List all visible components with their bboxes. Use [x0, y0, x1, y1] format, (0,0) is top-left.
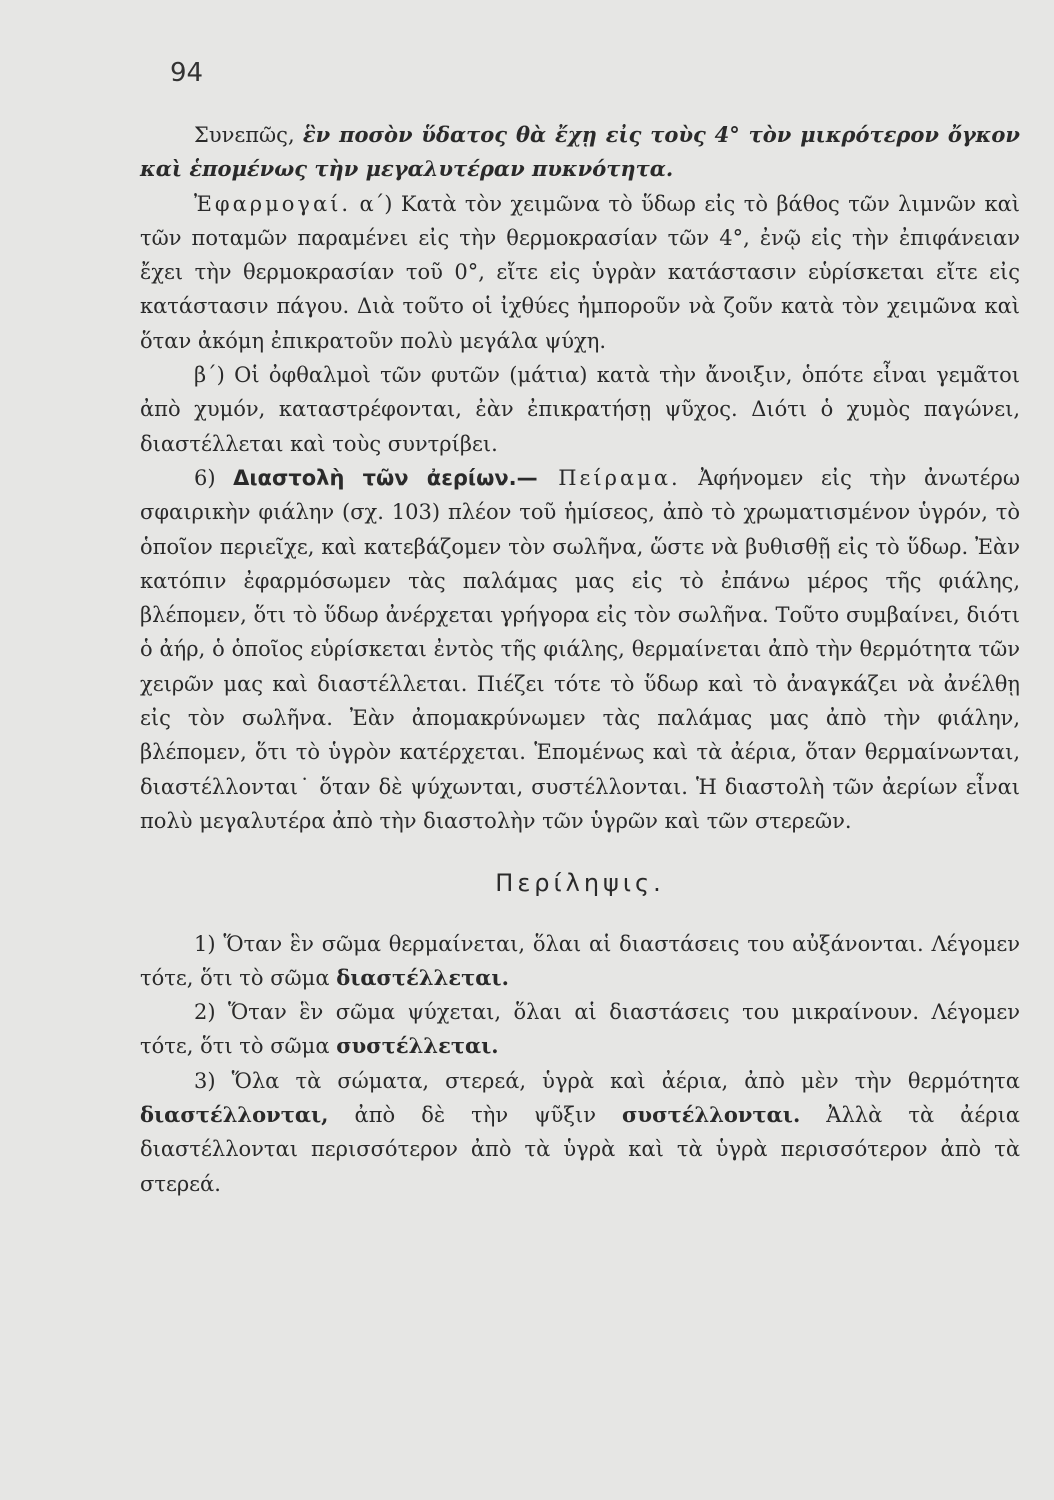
paragraph-conclusion — [140, 118, 1020, 187]
summary-item-3-term-a: διαστέλλονται, — [140, 1102, 329, 1128]
summary-item-3-text-b: ἀπὸ δὲ τὴν ψῦξιν — [328, 1103, 623, 1128]
applications-heading: Ἐφαρμογαί. — [194, 191, 352, 216]
summary-item-3-term-b: συστέλλονται. — [622, 1102, 801, 1128]
paragraph-plant-buds — [140, 358, 1020, 461]
summary-item-3-text-c: Ἀλλὰ τὰ ἀέρια διαστέλλονται περισσότερον ἀπὸ τὰ ὑγρὰ καὶ τὰ ὑγρὰ περισσότερον ἀπὸ τὰ στερεά. — [140, 1103, 1020, 1196]
gas-expansion-text: Ἀφήνομεν εἰς τὴν ἀνωτέρω σφαιρικὴν φιάλην (σχ. 103) πλέον τοῦ ἡμίσεος, ἀπὸ τὸ χρωματισμένον ὑγρόν, τὸ ὁποῖον περιεῖχε, καὶ κατεβάζομεν τὸν σωλῆνα, ὥστε νὰ βυθισθῇ εἰς τὸ ὕδωρ. Ἐὰν κατόπιν ἐφαρμόσωμεν τὰς παλάμας μας εἰς τὸ ἐπάνω μέρος τῆς φιάλης, βλέπομεν, ὅτι τὸ ὕδωρ ἀνέρχεται γρήγορα εἰς τὸν σωλῆνα. Τοῦτο συμβαίνει, διότι ὁ ἀήρ, ὁ ὁποῖος εὑρίσκεται ἐντὸς τῆς φιάλης, θερμαίνεται ἀπὸ τὴν θερμότητα τῶν χειρῶν μας καὶ διαστέλλεται. Πιέζει τότε τὸ ὕδωρ καὶ τὸ ἀναγκάζει νὰ ἀνέλθῃ εἰς τὸν σωλῆνα. Ἐὰν ἀπομακρύνωμεν τὰς παλάμας μας ἀπὸ τὴν φιάλην, βλέπομεν, ὅτι τὸ ὑγρὸν κατέρχεται. Ἑπομένως καὶ τὰ ἀέρια, ὅταν θερμαίνωνται, διαστέλλονται˙ ὅταν δὲ ψύχωνται, συστέλλονται. Ἡ διαστολὴ τῶν ἀερίων εἶναι πολὺ μεγαλυτέρα ἀπὸ τὴν διαστολὴν τῶν ὑγρῶν καὶ τῶν στερεῶν. — [140, 465, 1020, 833]
summary-title: Περίληψις. — [495, 869, 665, 898]
summary-item-3-text-a: 3) Ὅλα τὰ σώματα, στερεά, ὑγρὰ καὶ ἀέρια, ἀπὸ μὲν τὴν θερμότητα — [194, 1068, 1020, 1093]
summary-item-2 — [140, 995, 1020, 1064]
applications-text: α΄) Κατὰ τὸν χειμῶνα τὸ ὕδωρ εἰς τὸ βάθος τῶν λιμνῶν καὶ τῶν ποταμῶν παραμένει εἰς τὴν θερμοκρασίαν τῶν 4°, ἐνῷ εἰς τὴν ἐπιφάνειαν ἔχει τὴν θερμοκρασίαν τοῦ 0°, εἴτε εἰς ὑγρὰν κατάστασιν εὑρίσκεται εἴτε εἰς κατάστασιν πάγου. Διὰ τοῦτο οἱ ἰχθύες ἠμποροῦν νὰ ζοῦν κατὰ τὸν χειμῶνα καὶ ὅταν ἀκόμη ἐπικρατοῦν πολὺ μεγάλα ψύχη. — [140, 191, 1020, 353]
plant-buds-text: β΄) Οἱ ὀφθαλμοὶ τῶν φυτῶν (μάτια) κατὰ τὴν ἄνοιξιν, ὁπότε εἶναι γεμᾶτοι ἀπὸ χυμόν, καταστρέφονται, ἐὰν ἐπικρατήσῃ ψῦχος. Διότι ὁ χυμὸς παγώνει, διαστέλλεται καὶ τοὺς συντρίβει. — [140, 363, 1020, 456]
paragraph-gas-expansion — [140, 461, 1020, 838]
summary-item-3 — [140, 1064, 1020, 1201]
page-body — [140, 118, 1020, 1201]
summary-item-1-text: 1) Ὅταν ἓν σῶμα θερμαίνεται, ὅλαι αἱ διαστάσεις του αὐξάνονται. Λέγομεν τότε, ὅτι τὸ σῶμα — [140, 931, 1020, 990]
summary-item-1 — [140, 927, 1020, 996]
summary-item-2-text: 2) Ὅταν ἓν σῶμα ψύχεται, ὅλαι αἱ διαστάσεις του μικραίνουν. Λέγομεν τότε, ὅτι τὸ σῶμα — [140, 1000, 1020, 1059]
gas-expansion-subheading: Διαστολὴ τῶν ἀερίων.— — [233, 465, 538, 490]
experiment-label: Πείραμα. — [537, 465, 681, 490]
section-number: 6) — [194, 465, 234, 490]
paragraph-applications — [140, 187, 1020, 358]
conclusion-lead: Συνεπῶς, — [194, 123, 303, 147]
conclusion-emphasis: ἓν ποσὸν ὕδατος θὰ ἔχῃ εἰς τοὺς 4° τὸν μικρότερον ὄγκον καὶ ἑπομένως τὴν μεγαλυτέραν πυκνότητα. — [140, 122, 1021, 182]
summary-item-1-term: διαστέλλεται. — [336, 964, 509, 990]
page-number: 94 — [170, 58, 204, 88]
summary-item-2-term: συστέλλεται. — [336, 1033, 499, 1059]
